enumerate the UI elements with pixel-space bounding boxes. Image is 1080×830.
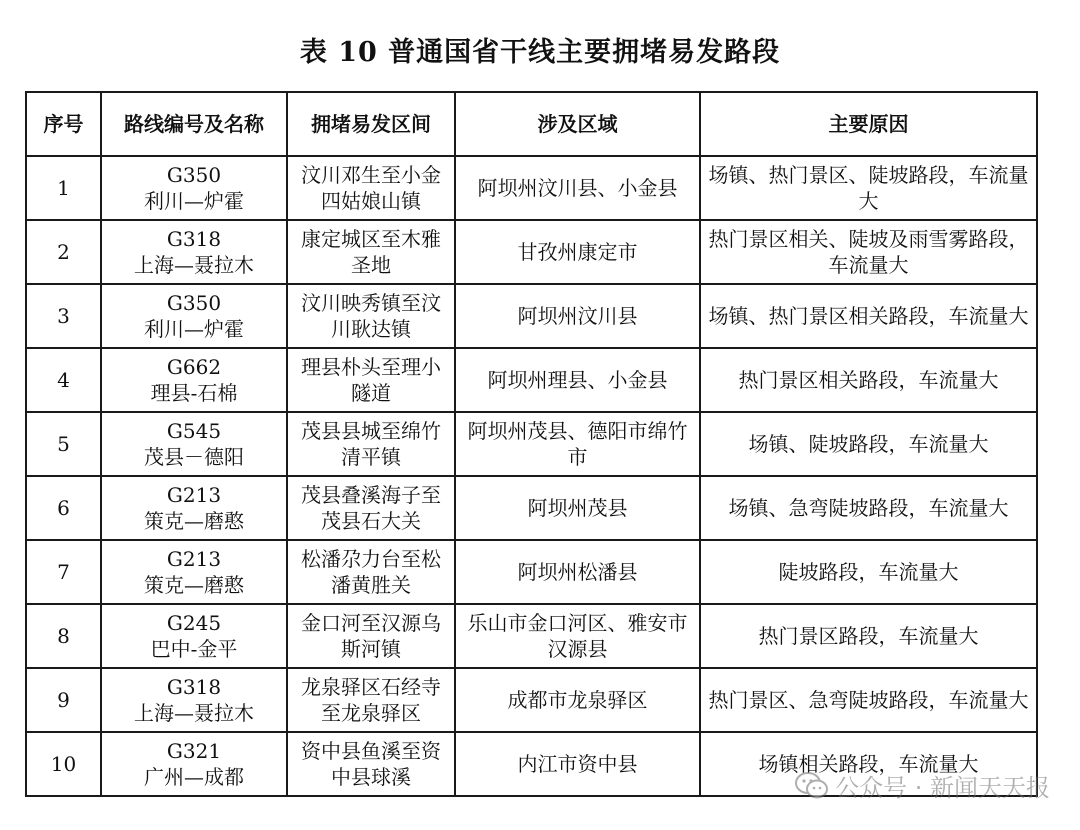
route-code: G321 bbox=[166, 739, 222, 763]
table-row bbox=[26, 476, 1037, 540]
cell-interval: 松潘尕力台至松潘黄胜关 bbox=[287, 540, 455, 604]
cell-reason: 陡坡路段，车流量大 bbox=[700, 540, 1037, 604]
table-row bbox=[26, 348, 1037, 412]
route-code: G245 bbox=[166, 611, 222, 635]
cell-interval: 汶川邓生至小金四姑娘山镇 bbox=[287, 156, 455, 220]
cell-region: 阿坝州汶川县 bbox=[455, 284, 700, 348]
cell-no: 5 bbox=[26, 412, 101, 476]
table-row bbox=[26, 220, 1037, 284]
cell-route bbox=[101, 412, 287, 476]
cell-region: 乐山市金口河区、雅安市汉源县 bbox=[455, 604, 700, 668]
cell-reason: 场镇、陡坡路段，车流量大 bbox=[700, 412, 1037, 476]
cell-interval: 资中县鱼溪至资中县球溪 bbox=[287, 732, 455, 796]
cell-route bbox=[101, 476, 287, 540]
table-row bbox=[26, 668, 1037, 732]
cell-region: 甘孜州康定市 bbox=[455, 220, 700, 284]
header-route: 路线编号及名称 bbox=[101, 92, 287, 156]
cell-no: 1 bbox=[26, 156, 101, 220]
cell-reason: 热门景区路段，车流量大 bbox=[700, 604, 1037, 668]
route-name: 上海—聂拉木 bbox=[134, 701, 254, 725]
route-name: 茂县－德阳 bbox=[144, 445, 244, 469]
header-no: 序号 bbox=[26, 92, 101, 156]
header-reason: 主要原因 bbox=[700, 92, 1037, 156]
route-code: G350 bbox=[166, 291, 222, 315]
header-region: 涉及区域 bbox=[455, 92, 700, 156]
cell-reason: 场镇、热门景区相关路段，车流量大 bbox=[700, 284, 1037, 348]
cell-reason: 场镇、急弯陡坡路段，车流量大 bbox=[700, 476, 1037, 540]
header-interval: 拥堵易发区间 bbox=[287, 92, 455, 156]
cell-region: 阿坝州汶川县、小金县 bbox=[455, 156, 700, 220]
cell-route bbox=[101, 540, 287, 604]
cell-no: 4 bbox=[26, 348, 101, 412]
cell-reason: 热门景区、急弯陡坡路段，车流量大 bbox=[700, 668, 1037, 732]
route-name: 巴中-金平 bbox=[150, 637, 238, 661]
route-code: G545 bbox=[166, 419, 222, 443]
route-code: G213 bbox=[166, 483, 222, 507]
route-code: G662 bbox=[166, 355, 222, 379]
route-name: 利川—炉霍 bbox=[144, 317, 244, 341]
cell-reason: 热门景区相关、陡坡及雨雪雾路段，车流量大 bbox=[700, 220, 1037, 284]
cell-reason: 场镇、热门景区、陡坡路段，车流量大 bbox=[700, 156, 1037, 220]
route-code: G213 bbox=[166, 547, 222, 571]
cell-reason: 场镇相关路段，车流量大 bbox=[700, 732, 1037, 796]
cell-reason: 热门景区相关路段，车流量大 bbox=[700, 348, 1037, 412]
cell-interval: 康定城区至木雅圣地 bbox=[287, 220, 455, 284]
cell-interval: 理县朴头至理小隧道 bbox=[287, 348, 455, 412]
route-name: 上海—聂拉木 bbox=[134, 253, 254, 277]
congestion-table bbox=[25, 91, 1038, 797]
cell-route bbox=[101, 604, 287, 668]
route-code: G318 bbox=[166, 227, 222, 251]
route-code: G318 bbox=[166, 675, 222, 699]
cell-interval: 金口河至汉源乌斯河镇 bbox=[287, 604, 455, 668]
cell-route bbox=[101, 732, 287, 796]
cell-region: 阿坝州茂县 bbox=[455, 476, 700, 540]
table-row bbox=[26, 412, 1037, 476]
cell-no: 10 bbox=[26, 732, 101, 796]
cell-interval: 茂县叠溪海子至茂县石大关 bbox=[287, 476, 455, 540]
table-header-row bbox=[26, 92, 1037, 156]
cell-region: 阿坝州松潘县 bbox=[455, 540, 700, 604]
table-row bbox=[26, 156, 1037, 220]
cell-no: 2 bbox=[26, 220, 101, 284]
cell-route bbox=[101, 348, 287, 412]
cell-route bbox=[101, 156, 287, 220]
route-name: 利川—炉霍 bbox=[144, 189, 244, 213]
cell-no: 3 bbox=[26, 284, 101, 348]
cell-region: 成都市龙泉驿区 bbox=[455, 668, 700, 732]
cell-route bbox=[101, 284, 287, 348]
cell-interval: 汶川映秀镇至汶川耿达镇 bbox=[287, 284, 455, 348]
cell-no: 9 bbox=[26, 668, 101, 732]
cell-region: 阿坝州理县、小金县 bbox=[455, 348, 700, 412]
cell-interval: 茂县县城至绵竹清平镇 bbox=[287, 412, 455, 476]
cell-region: 阿坝州茂县、德阳市绵竹市 bbox=[455, 412, 700, 476]
cell-no: 7 bbox=[26, 540, 101, 604]
watermark-text: 公众号 · 新闻天天报 bbox=[835, 774, 1050, 802]
cell-route bbox=[101, 220, 287, 284]
cell-region: 内江市资中县 bbox=[455, 732, 700, 796]
cell-route bbox=[101, 668, 287, 732]
route-code: G350 bbox=[166, 163, 222, 187]
table-title: 表 10 普通国省干线主要拥堵易发路段 bbox=[299, 37, 781, 68]
route-name: 策克—磨憨 bbox=[144, 573, 244, 597]
route-name: 广州—成都 bbox=[144, 765, 244, 789]
table-row bbox=[26, 540, 1037, 604]
route-name: 理县-石棉 bbox=[150, 381, 238, 405]
cell-no: 8 bbox=[26, 604, 101, 668]
table-row bbox=[26, 604, 1037, 668]
table-row bbox=[26, 732, 1037, 796]
cell-interval: 龙泉驿区石经寺至龙泉驿区 bbox=[287, 668, 455, 732]
cell-no: 6 bbox=[26, 476, 101, 540]
route-name: 策克—磨憨 bbox=[144, 509, 244, 533]
table-row bbox=[26, 284, 1037, 348]
